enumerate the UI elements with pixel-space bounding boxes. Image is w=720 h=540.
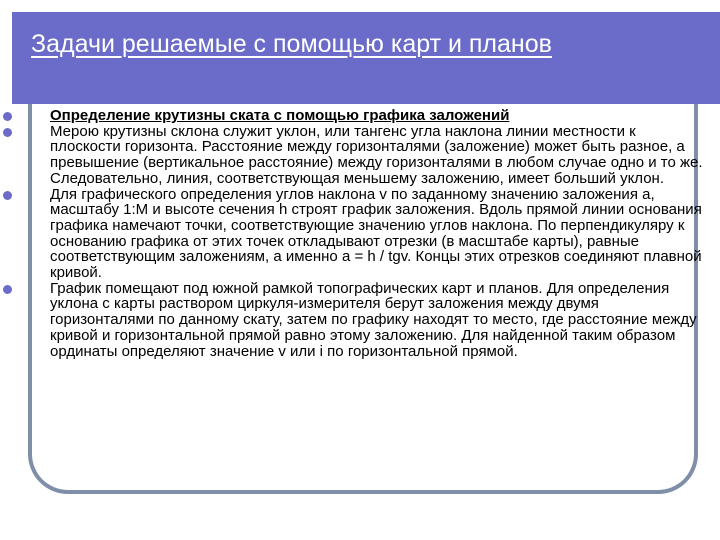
list-item bbox=[0, 187, 706, 281]
bullet-list bbox=[0, 108, 706, 359]
list-item bbox=[0, 281, 706, 360]
bullet-icon bbox=[3, 112, 12, 121]
bullet-icon bbox=[3, 285, 12, 294]
slide-title: Задачи решаемые с помощью карт и планов bbox=[31, 30, 552, 58]
bullet-icon bbox=[3, 191, 12, 200]
list-item-text: График помещают под южной рамкой топографических карт и планов. Для определения уклона с карты раствором циркуля-измерителя берут заложения между двумя горизонталями по данному скату, затем по графику находят то место, где расстояние между кривой и горизонтальной прямой равно этому заложению. Для найденной таким образом ординаты определяют значение v или i по горизонтальной прямой. bbox=[50, 279, 697, 360]
list-item-text: Для графического определения углов наклона v по заданному значению заложения а, масштабу 1:М и высоте сечения h строят график заложения. Вдоль прямой линии основания графика намечают точки, соответствующие значению углов наклона. По перпендикуляру к основанию графика от этих точек откладывают отрезки (в масштабе карты), равные соответствующим заложениям, а именно а = h / tgv. Концы этих отрезков соединяют плавной кривой. bbox=[50, 185, 702, 282]
list-item bbox=[0, 124, 706, 187]
title-bar bbox=[12, 12, 720, 104]
list-item-text: Определение крутизны ската с помощью графика заложений bbox=[50, 107, 510, 124]
list-item bbox=[0, 108, 706, 124]
bullet-icon bbox=[3, 128, 12, 137]
list-item-text: Мерою крутизны склона служит уклон, или тангенс угла наклона линии местности к плоскости горизонта. Расстояние между горизонталями (заложение) может быть разное, а превышение (вертикальное расстояние) между горизонталями в любом случае одно и то же. Следовательно, линия, соответствующая меньшему заложению, имеет больший уклон. bbox=[50, 122, 703, 187]
